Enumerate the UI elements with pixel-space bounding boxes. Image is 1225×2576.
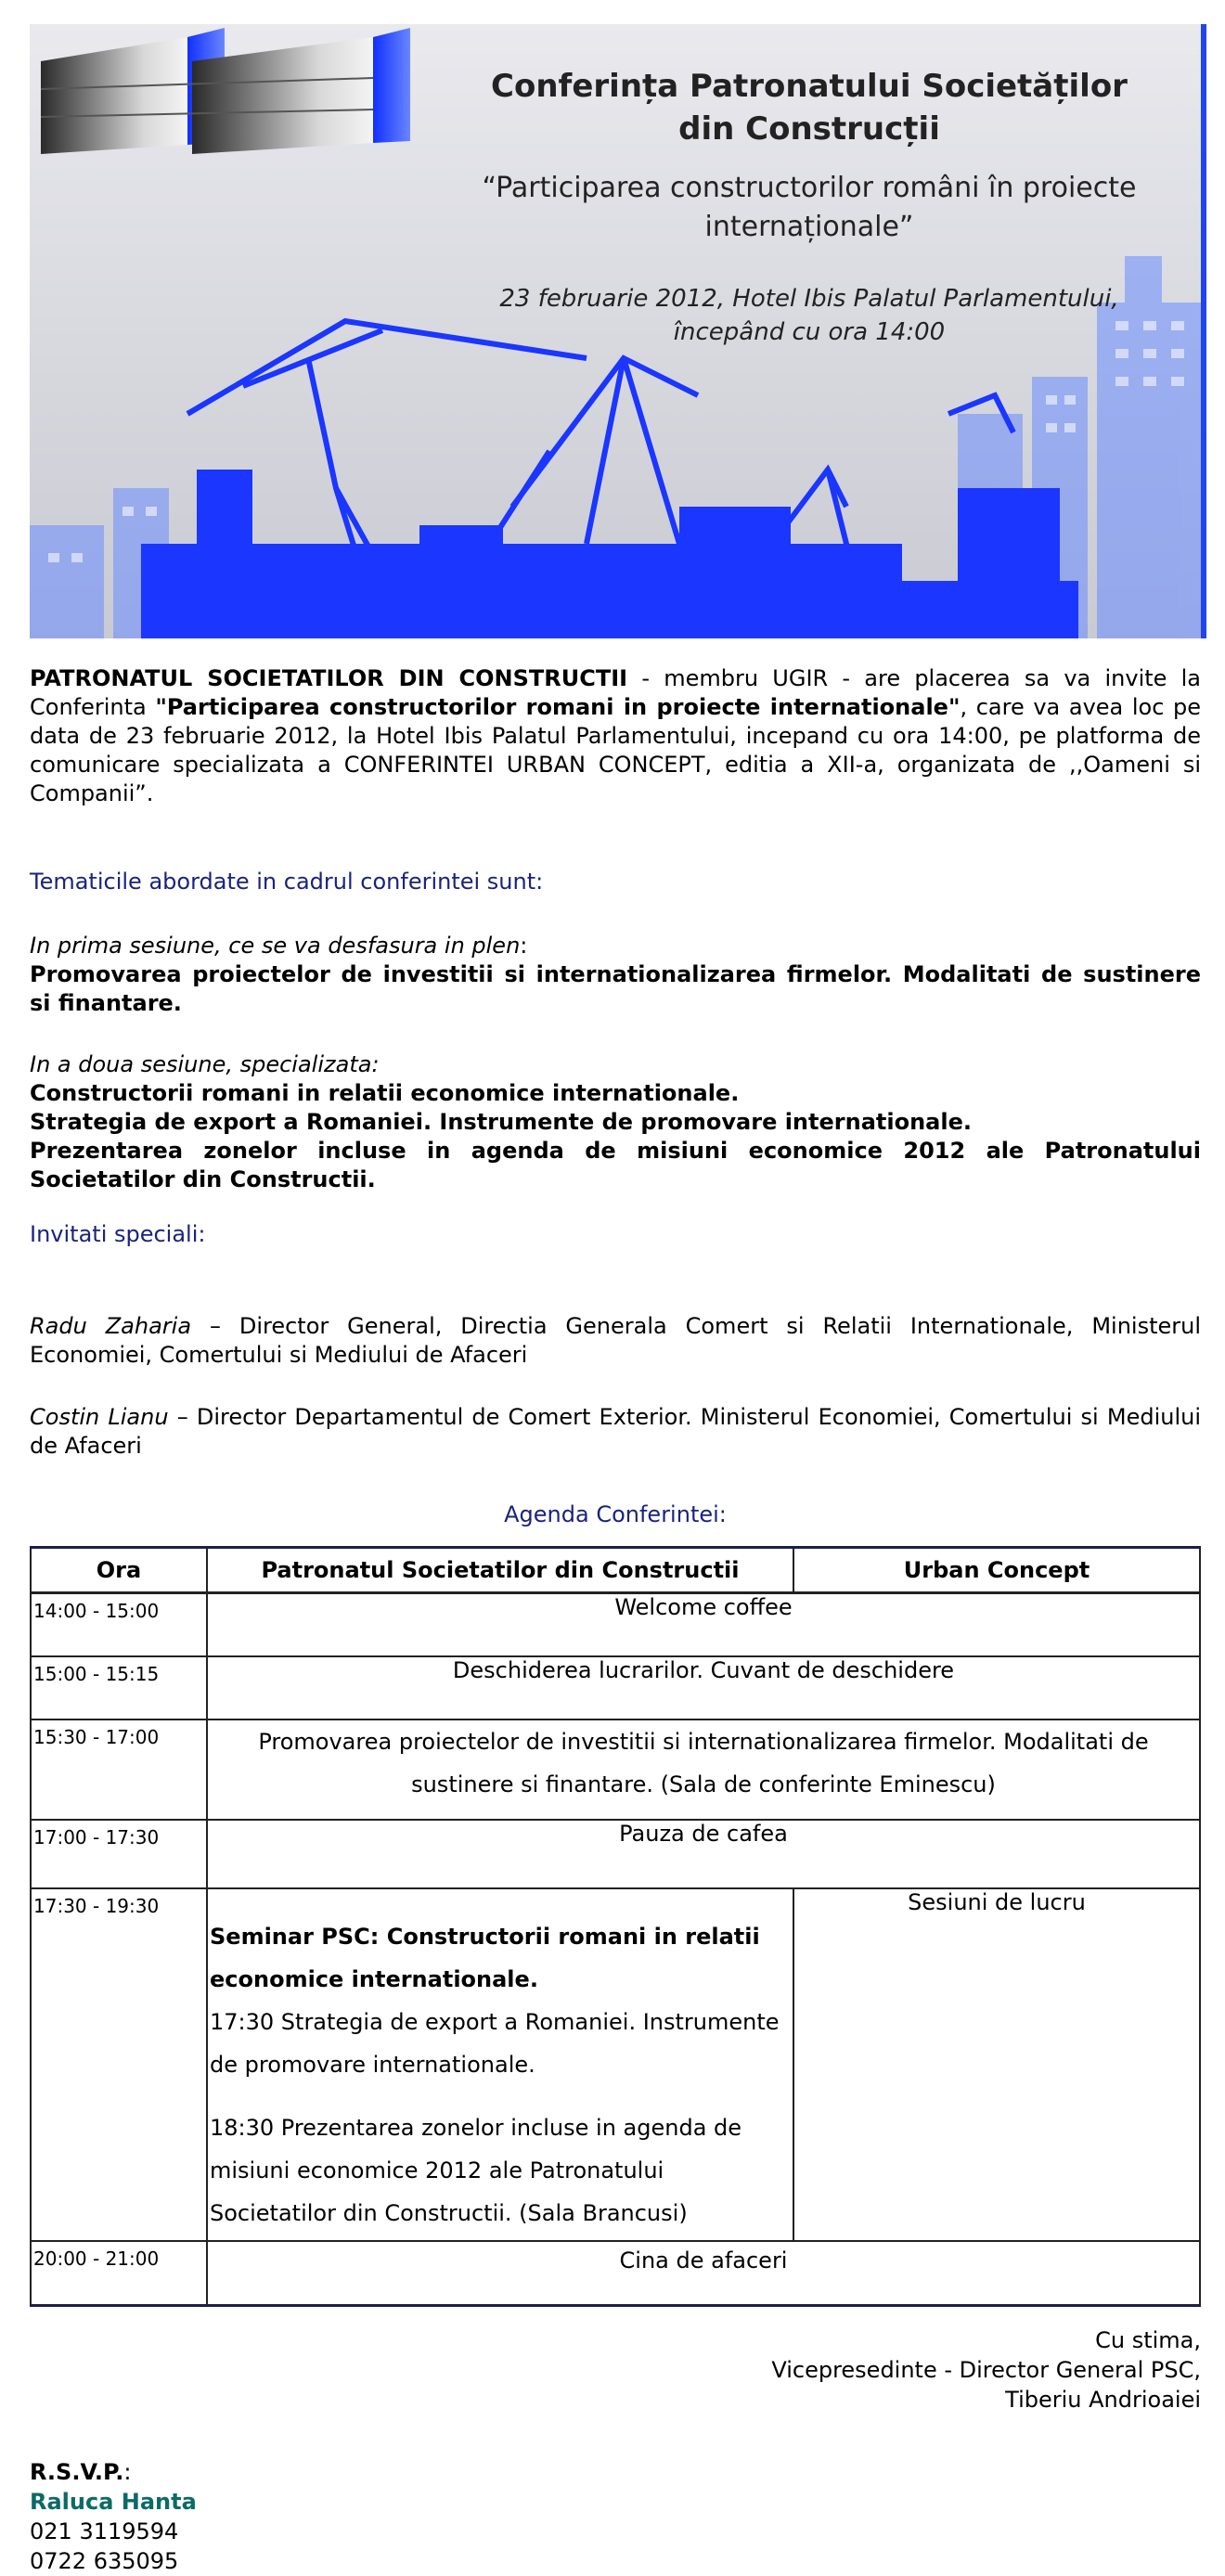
col-header-time: Ora [31,1548,207,1593]
table-row [31,1656,1200,1719]
rsvp-contact-name: Raluca Hanta [30,2489,197,2515]
row-activity: Deschiderea lucrarilor. Cuvant de deschidere [207,1656,1200,1719]
guest-role: – Director General, Directia Generala Comert si Relatii Internationale, Ministerul Economiei, Comertului si Mediului de Afaceri [30,1313,1202,1368]
rsvp-phone: 021 3119594 [30,2518,179,2544]
row-time: 15:00 - 15:15 [31,1656,207,1719]
signature-name: Tiberiu Andrioaiei [1005,2387,1201,2413]
session1-label: In prima sesiune, ce se va desfasura in plen [30,933,521,959]
guest-item [30,1403,1201,1461]
row-time: 14:00 - 15:00 [31,1593,207,1656]
table-row [31,1719,1200,1820]
guest-role: – Director Departamentul de Comert Exterior. Ministerul Economiei, Comertului si Mediului de Afaceri [30,1404,1202,1459]
logo-blocks [41,28,410,154]
row-time: 17:00 - 17:30 [31,1820,207,1888]
table-row [31,2241,1200,2306]
signature-title: Vicepresedinte - Director General PSC, [771,2357,1201,2383]
banner-date-line1: 23 februarie 2012, Hotel Ibis Palatul Parlamentului, [499,285,1119,313]
guest-name: Costin Lianu [30,1404,169,1430]
col-header-urban: Urban Concept [793,1548,1200,1593]
signature-greeting: Cu stima, [1095,2327,1201,2353]
banner-subtitle-line1: “Participarea constructorilor români în proiecte [482,172,1137,204]
session2-block [30,1050,1201,1194]
banner-title-line1: Conferința Patronatului Societăților [491,68,1128,105]
conference-banner [30,24,1206,638]
col-header-psc: Patronatul Societatilor din Constructii [207,1548,793,1593]
session1-block [30,932,1201,1018]
banner-date-line2: începând cu ora 14:00 [673,318,946,346]
machinery [141,470,1078,638]
row-time: 20:00 - 21:00 [31,2241,207,2306]
rsvp-phone: 0722 635095 [30,2548,179,2574]
session1-text: Promovarea proiectelor de investitii si internationalizarea firmelor. Modalitati de sustinere si finantare. [30,961,1201,1016]
agenda-header-row [31,1548,1200,1593]
banner-title [438,65,1180,150]
session2-item: Prezentarea zonelor incluse in agenda de misiuni economice 2012 ale Patronatului Societatilor din Constructii. [30,1138,1201,1192]
row-activity: Pauza de cafea [207,1820,1200,1888]
agenda-table [30,1546,1201,2307]
session2-label: In a doua sesiune, specializata: [30,1051,380,1077]
conference-name: "Participarea constructorilor romani in proiecte internationale" [155,694,961,720]
signature-block [771,2325,1201,2415]
row-activity: Welcome coffee [207,1593,1200,1656]
guests-heading: Invitati speciali: [30,1221,206,1247]
banner-subtitle [438,169,1180,247]
topics-heading: Tematicile abordate in cadrul conferintei sunt: [30,869,544,895]
guest-item [30,1312,1201,1370]
table-row [31,1593,1200,1656]
banner-date [438,282,1180,349]
rsvp-colon: : [123,2459,132,2485]
intro-text1: - membru UGIR - are placerea sa va invite la Conferinta [30,665,1202,720]
agenda-title: Agenda Conferintei: [504,1501,727,1527]
banner-title-line2: din Construcții [678,110,940,148]
session1-colon: : [520,933,528,959]
invitation-page [30,24,1202,2574]
guest-name: Radu Zaharia [30,1313,192,1339]
seminar-title: Seminar PSC: Constructorii romani in relatii economice internationale. [210,1923,760,1992]
intro-paragraph [30,664,1201,808]
urban-concept-cell: Sesiuni de lucru [793,1888,1200,2241]
row-activity: Cina de afaceri [207,2241,1200,2306]
rsvp-block [30,2457,197,2576]
seminar-item: 17:30 Strategia de export a Romaniei. Instrumente de promovare internationale. [210,2008,780,2078]
row-time: 17:30 - 19:30 [31,1888,207,2241]
row-time: 15:30 - 17:00 [31,1719,207,1820]
seminar-cell [207,1888,793,2241]
rsvp-label: R.S.V.P. [30,2459,124,2485]
session2-item: Constructorii romani in relatii economice internationale. [30,1080,740,1106]
row-activity: Promovarea proiectelor de investitii si internationalizarea firmelor. Modalitati de sustinere si finantare. (Sala de conferinte Eminescu) [207,1719,1200,1820]
intro-text2: , care va avea loc pe data de 23 februarie 2012, la Hotel Ibis Palatul Parlamentului, incepand cu ora 14:00, pe platforma de comunicare specializata a CONFERINTEI URBAN CONCEPT, editia a XII-a, organizata de ,,Oameni si Companii”. [30,694,1202,806]
table-row [31,1820,1200,1888]
banner-subtitle-line2: internaționale” [704,211,914,243]
table-row [31,1888,1200,2241]
session2-item: Strategia de export a Romaniei. Instrumente de promovare internationale. [30,1109,972,1135]
org-name: PATRONATUL SOCIETATILOR DIN CONSTRUCTII [30,665,628,691]
seminar-item: 18:30 Prezentarea zonelor incluse in agenda de misiuni economice 2012 ale Patronatului Societatilor din Constructii. (Sala Brancusi) [210,2114,742,2226]
